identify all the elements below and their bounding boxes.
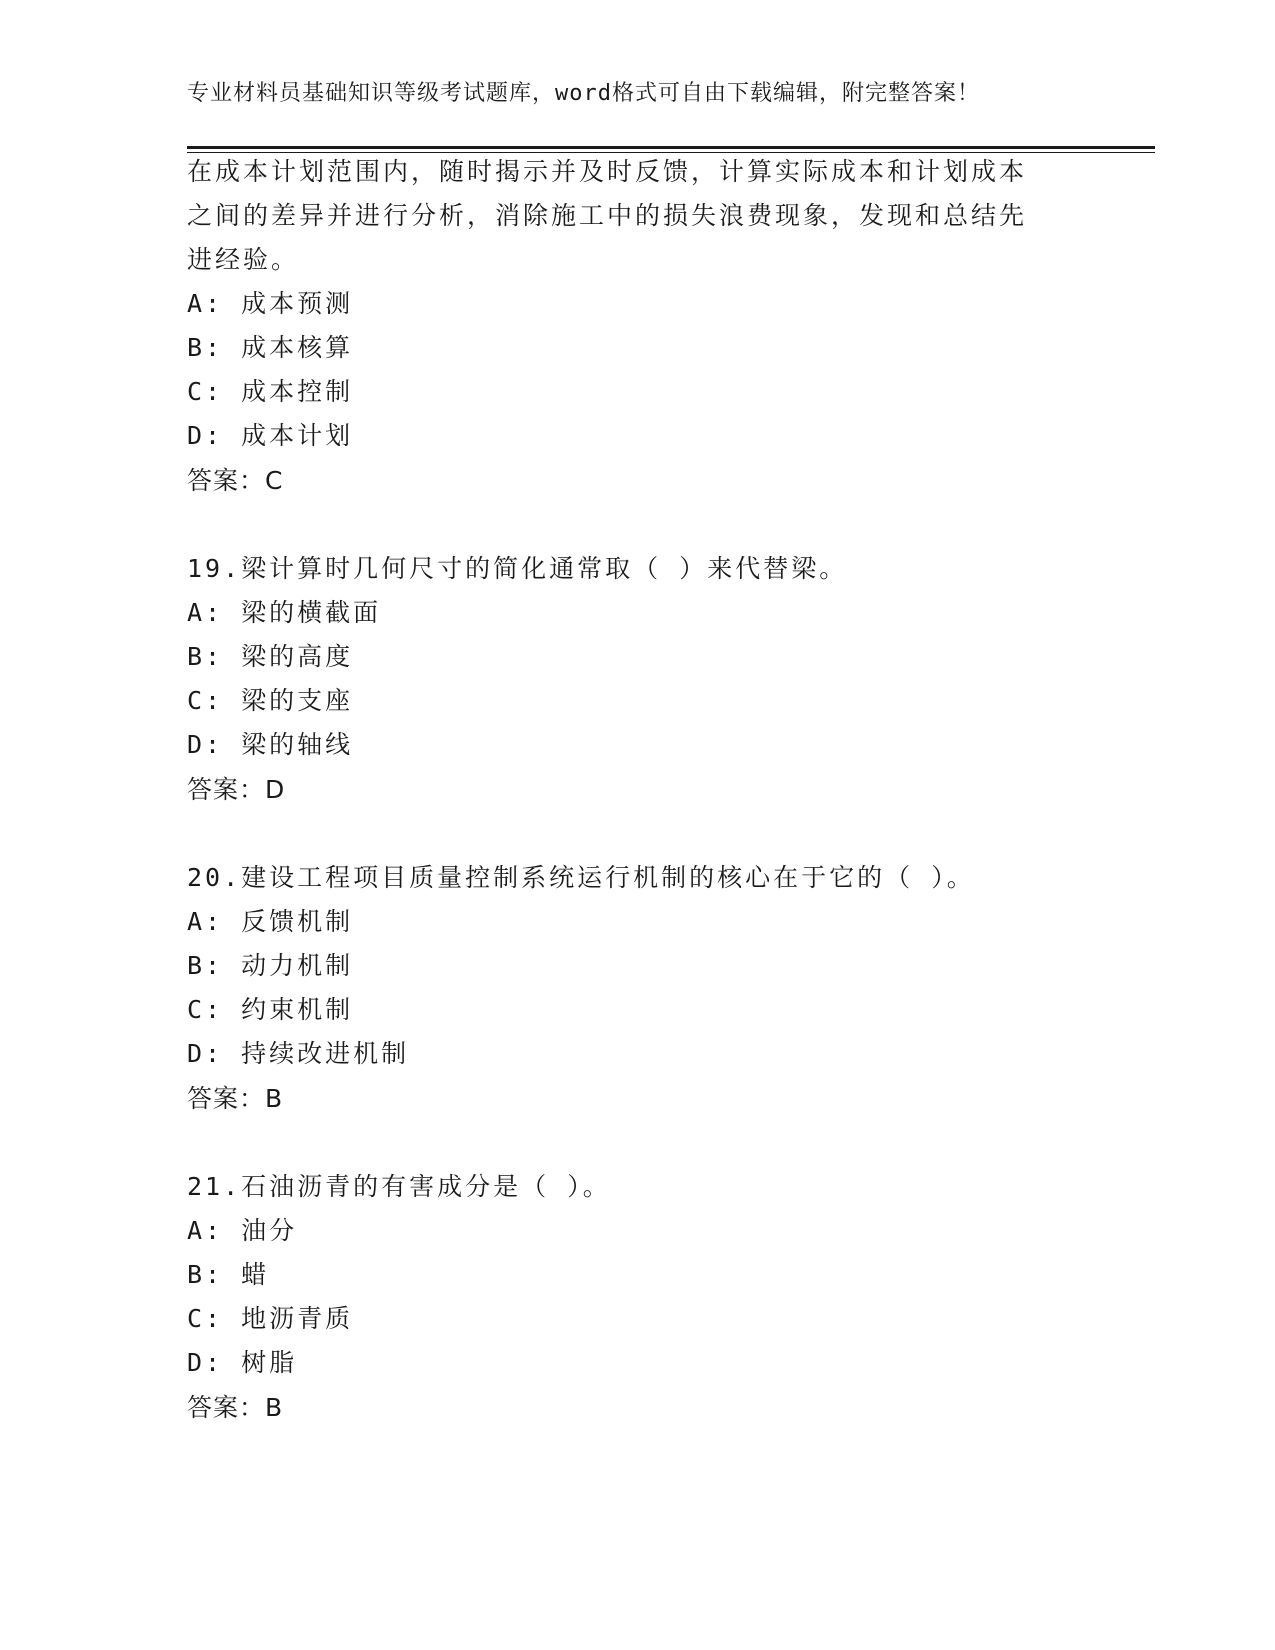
- question-18-option-a: A: 成本预测: [187, 289, 354, 318]
- question-19-option-b: B: 梁的高度: [187, 642, 354, 671]
- question-20-stem: 20.建设工程项目质量控制系统运行机制的核心在于它的（ ）。: [187, 863, 975, 892]
- question-20-option-b: B: 动力机制: [187, 951, 354, 980]
- question-19-stem: 19.梁计算时几何尺寸的简化通常取（ ）来代替梁。: [187, 554, 848, 583]
- header-rule-thin: [187, 152, 1155, 153]
- question-18-option-d: D: 成本计划: [187, 421, 354, 450]
- question-18-option-c: C: 成本控制: [187, 377, 354, 406]
- question-18-stem-line-1: 在成本计划范围内，随时揭示并及时反馈，计算实际成本和计划成本: [187, 157, 1028, 186]
- question-18-stem-line-2: 之间的差异并进行分析，消除施工中的损失浪费现象，发现和总结先: [187, 201, 1028, 230]
- question-21-option-a: A: 油分: [187, 1216, 298, 1245]
- question-18-option-b: B: 成本核算: [187, 333, 354, 362]
- question-21-option-c: C: 地沥青质: [187, 1304, 354, 1333]
- question-21-answer: 答案：B: [187, 1393, 284, 1422]
- question-21-stem: 21.石油沥青的有害成分是（ ）。: [187, 1172, 611, 1201]
- question-20-option-c: C: 约束机制: [187, 995, 354, 1024]
- question-20-answer: 答案：B: [187, 1084, 284, 1113]
- question-18-answer: 答案：C: [187, 466, 284, 495]
- question-21-option-d: D: 树脂: [187, 1348, 298, 1377]
- header-rule-thick: [187, 146, 1155, 149]
- question-20-option-d: D: 持续改进机制: [187, 1039, 410, 1068]
- question-18-stem-line-3: 进经验。: [187, 245, 300, 274]
- question-19-option-a: A: 梁的横截面: [187, 598, 382, 627]
- question-19-answer: 答案：D: [187, 775, 286, 804]
- page-header: 专业材料员基础知识等级考试题库，word格式可自由下载编辑，附完整答案！: [187, 81, 980, 106]
- question-19-option-d: D: 梁的轴线: [187, 730, 354, 759]
- question-19-option-c: C: 梁的支座: [187, 686, 354, 715]
- question-20-option-a: A: 反馈机制: [187, 907, 354, 936]
- question-21-option-b: B: 蜡: [187, 1260, 270, 1289]
